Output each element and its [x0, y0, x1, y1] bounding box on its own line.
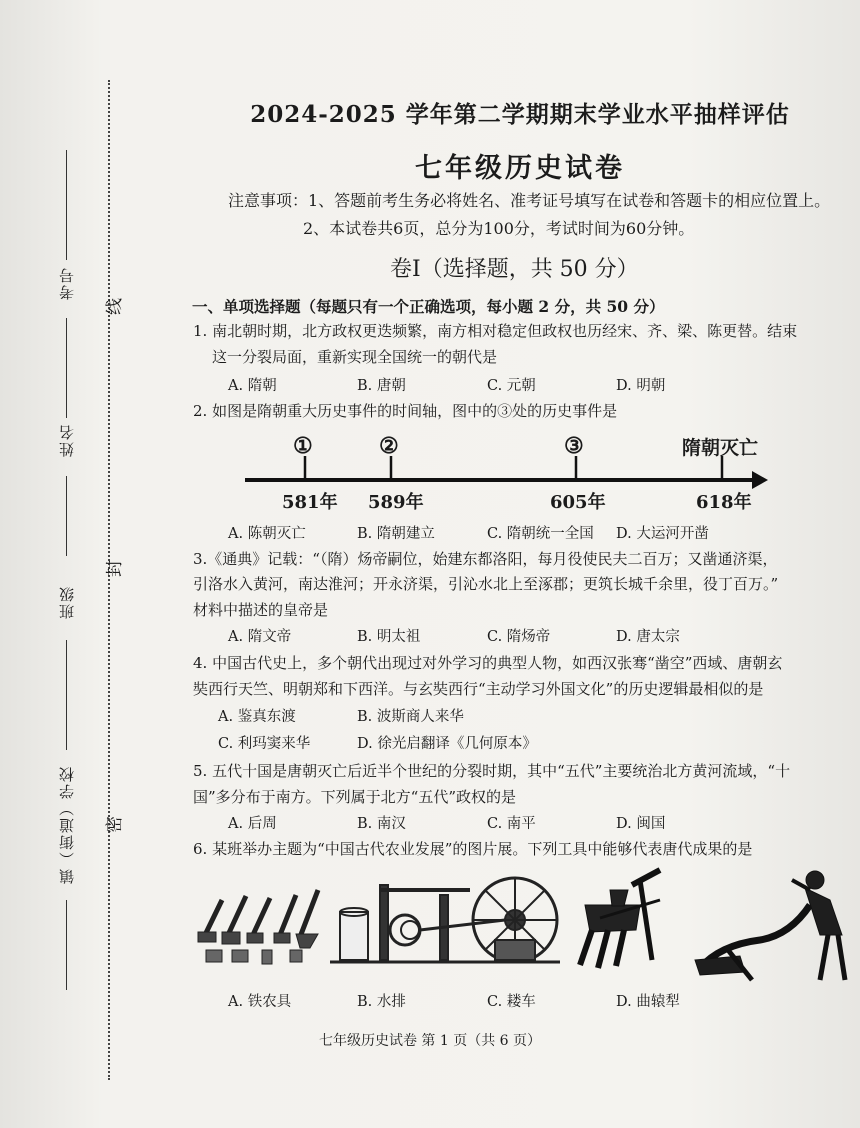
seal-dense-char: 密: [105, 816, 125, 833]
q6-option-c: C. 耧车: [487, 994, 536, 1010]
q6-option-b: B. 水排: [357, 994, 406, 1010]
q4-stem-1: 4. 中国古代史上，多个朝代出现过对外学习的典型人物，如西汉张骞“凿空”西域、唐朝玄: [193, 654, 783, 672]
q1-option-a: A. 隋朝: [228, 378, 277, 394]
q5-option-c: C. 南平: [487, 816, 536, 832]
q5-stem-2: 国”多分布于南方。下列属于北方“五代”政权的是: [193, 788, 517, 806]
class-label: 班级: [58, 585, 76, 619]
q6-option-a: A. 铁农具: [228, 994, 292, 1010]
q5-option-a: A. 后周: [228, 816, 277, 832]
school-line: [66, 900, 67, 990]
q5-option-d: D. 闽国: [616, 816, 666, 832]
timeline-mark-2: ②: [379, 433, 399, 459]
q6-stem: 6. 某班举办主题为“中国古代农业发展”的图片展。下列工具中能够代表唐代成果的是: [193, 840, 753, 858]
name-line: [66, 318, 67, 418]
q1-option-c: C. 元朝: [487, 378, 536, 394]
q2-option-d: D. 大运河开凿: [616, 526, 709, 542]
school-label: 镇（街道）学校: [58, 765, 76, 884]
q4-stem-2: 奘西行天竺、明朝郑和下西洋。与玄奘西行“主动学习外国文化”的历史逻辑最相似的是: [193, 680, 764, 698]
q3-stem-1: 3.《通典》记载：“（隋）炀帝嗣位，始建东都洛阳，每月役使民夫二百万；又凿通济渠，: [193, 550, 778, 568]
name-line-2: [66, 476, 67, 556]
q4-option-c: C. 利玛窦来华: [218, 736, 311, 752]
q4-option-a: A. 鉴真东渡: [218, 709, 296, 725]
q4-option-d: D. 徐光启翻译《几何原本》: [357, 736, 537, 752]
timeline-mark-3: ③: [564, 433, 584, 459]
q3-stem-3: 材料中描述的皇帝是: [193, 601, 329, 619]
page-footer: 七年级历史试卷 第 1 页（共 6 页）: [318, 1033, 542, 1049]
exam-no-label: 考号: [58, 266, 76, 300]
class-line: [66, 640, 67, 750]
timeline-year-3: 605年: [550, 492, 606, 513]
name-label: 姓名: [58, 423, 76, 457]
q5-stem-1: 5. 五代十国是唐朝灭亡后近半个世纪的分裂时期，其中“五代”主要统治北方黄河流域，“十: [193, 762, 791, 780]
q3-option-b: B. 明太祖: [357, 629, 421, 645]
timeline-year-1: 581年: [282, 492, 338, 513]
timeline-year-2: 589年: [368, 492, 424, 513]
q3-stem-2: 引洛水入黄河，南达淮河；开永济渠，引沁水北上至涿郡；更筑长城千余里，役丁百万。”: [193, 575, 779, 593]
q2-option-a: A. 陈朝灭亡: [228, 526, 306, 542]
q5-option-b: B. 南汉: [357, 816, 406, 832]
timeline-mark-1: ①: [293, 433, 313, 459]
section-heading: 卷Ⅰ（选择题，共 50 分）: [390, 257, 639, 282]
exam-subtitle: 七年级历史试卷: [415, 153, 625, 184]
exam-no-line: [66, 150, 67, 260]
notice-line-2: 2、本试卷共6页，总分为100分，考试时间为60分钟。: [303, 219, 695, 238]
seal-seal-char: 封: [105, 560, 125, 577]
q3-option-a: A. 隋文帝: [228, 629, 292, 645]
part-heading: 一、单项选择题（每题只有一个正确选项，每小题 2 分，共 50 分）: [192, 297, 665, 316]
q1-stem-1: 1. 南北朝时期，北方政权更迭频繁，南方相对稳定但政权也历经宋、齐、梁、陈更替。结束: [193, 322, 798, 340]
timeline-year-4: 618年: [696, 492, 752, 513]
q2-option-b: B. 隋朝建立: [357, 526, 435, 542]
q2-option-c: C. 隋朝统一全国: [487, 526, 594, 542]
exam-title: 2024-2025 学年第二学期期末学业水平抽样评估: [250, 101, 790, 128]
q6-option-d: D. 曲辕犁: [616, 994, 680, 1010]
q1-stem-2: 这一分裂局面，重新实现全国统一的朝代是: [212, 348, 498, 366]
timeline-mark-4: 隋朝灭亡: [682, 437, 759, 459]
binding-dotted-line: [108, 80, 110, 1080]
notice-line-1: 注意事项：1、答题前考生务必将姓名、准考证号填写在试卷和答题卡的相应位置上。: [228, 191, 831, 210]
q1-option-b: B. 唐朝: [357, 378, 406, 394]
q3-option-d: D. 唐太宗: [616, 629, 680, 645]
q2-stem: 2. 如图是隋朝重大历史事件的时间轴，图中的③处的历史事件是: [193, 402, 618, 420]
q3-option-c: C. 隋炀帝: [487, 629, 551, 645]
seal-line-char: 线: [105, 298, 125, 315]
q4-option-b: B. 波斯商人来华: [357, 709, 464, 725]
q1-option-d: D. 明朝: [616, 378, 666, 394]
